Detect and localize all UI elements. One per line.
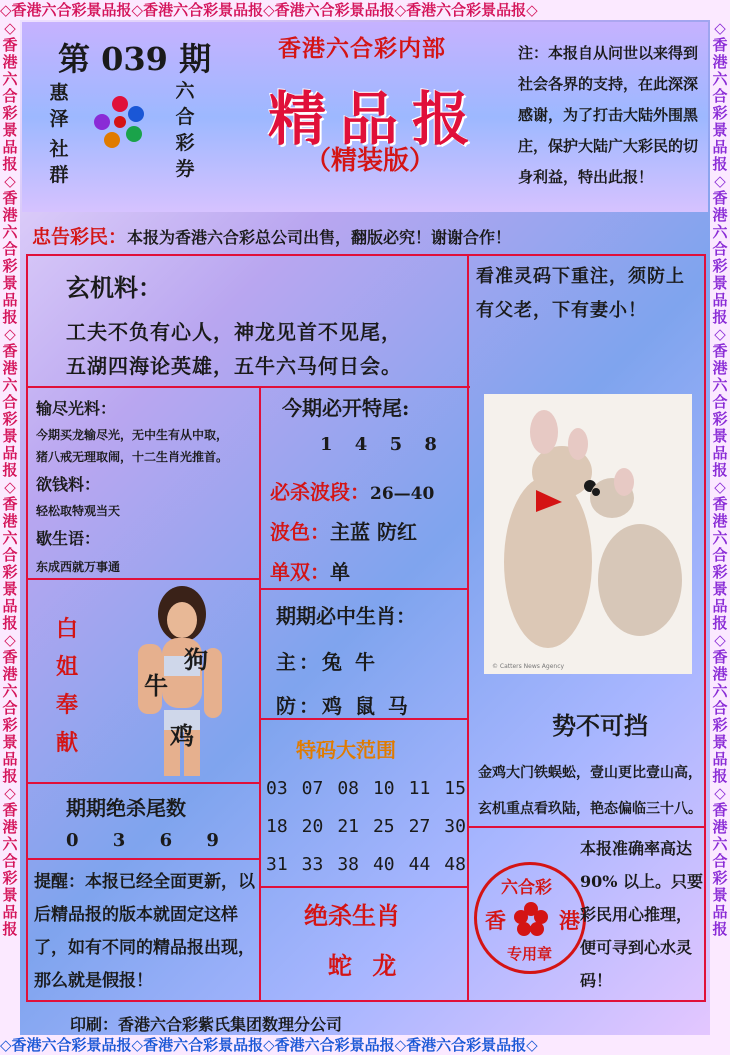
photo-caption: © Catters News Agency <box>492 663 565 670</box>
stamp-right: 港 <box>559 908 580 933</box>
range-number: 10 <box>372 778 395 799</box>
momentum-line-1: 金鸡大门铁蜈蚣，壹山更比壹山高， <box>478 765 702 781</box>
tail-numbers: 1 4 5 8 <box>320 434 445 455</box>
bauhinia-icon <box>513 901 549 937</box>
divider <box>26 578 260 580</box>
zodiac-main: 主：兔 牛 <box>276 650 378 674</box>
mice-photo-image <box>484 394 692 674</box>
kill-wave-value: 26—40 <box>370 484 435 504</box>
page-title: 精品报 <box>268 85 485 153</box>
range-number: 20 <box>301 816 324 837</box>
tail-kill-title: 期期绝杀尾数 <box>66 796 186 820</box>
border-bottom-text: ◇香港六合彩景品报◇香港六合彩景品报◇香港六合彩景品报◇香港六合彩景品报◇ <box>0 1036 538 1054</box>
range-number: 31 <box>266 854 288 875</box>
tail-title: 今期必开特尾: <box>282 396 410 420</box>
range-number: 27 <box>408 816 431 837</box>
right-tip-line-2: 有父老，下有妻小！ <box>476 300 647 321</box>
girl-label-char: 奉 <box>56 692 79 718</box>
range-number: 38 <box>337 854 359 875</box>
printer-line: 印刷：香港六合彩紫氏集团数理分公司 <box>70 1015 343 1034</box>
kill-zodiac-value: 蛇 龙 <box>328 951 403 980</box>
divider <box>26 386 470 388</box>
momentum-title: 势不可挡 <box>552 711 648 740</box>
vert-char: 六 <box>175 80 195 102</box>
range-number: 15 <box>444 778 466 799</box>
lose-all-heading: 输尽光料： <box>36 399 117 418</box>
reminder-text: 提醒：本报已经全面更新，以后精品报的版本就固定这样了，如有不同的精品报出现，那么就是假报！ <box>34 872 255 991</box>
official-stamp <box>474 862 586 974</box>
rest-saying-text: 东成西就万事通 <box>36 560 121 574</box>
header-left-vertical-a <box>48 80 70 132</box>
header-right-vertical <box>174 78 196 182</box>
stamp-top: 六合彩 <box>501 878 552 898</box>
range-number: 07 <box>301 778 324 799</box>
vert-char: 群 <box>49 164 69 186</box>
vert-char: 券 <box>175 158 195 180</box>
stamp-bottom: 专用章 <box>507 945 553 963</box>
girl-label-char: 白 <box>56 616 79 642</box>
range-number: 48 <box>444 854 466 875</box>
odd-even-label: 单双： <box>270 560 330 584</box>
odd-even-row <box>270 556 350 585</box>
special-range-row <box>266 816 466 854</box>
color-row <box>270 516 417 545</box>
girl-label-char: 姐 <box>56 654 79 680</box>
odd-even-value: 单 <box>330 560 350 584</box>
zodiac-title: 期期必中生肖： <box>276 604 416 628</box>
special-range-title: 特码大范围 <box>296 738 396 762</box>
vert-char: 泽 <box>49 108 69 130</box>
range-number: 44 <box>408 854 431 875</box>
girl-overlay-3: 鸡 <box>170 721 194 750</box>
girl-overlay-1: 牛 <box>144 671 168 700</box>
warning-text: 本报为香港六合彩总公司出售，翻版必究！谢谢合作！ <box>127 228 512 247</box>
lose-all-text-2: 猪八戒无理取闹，十二生肖光推首。 <box>36 450 229 464</box>
tail-kill-numbers: 0 3 6 9 <box>66 830 233 851</box>
girl-label <box>56 610 78 762</box>
range-number: 21 <box>337 816 359 837</box>
rest-saying-heading: 歇生语： <box>36 529 101 548</box>
range-number: 08 <box>337 778 359 799</box>
stamp-left: 香 <box>485 908 506 933</box>
special-range-row <box>266 778 466 816</box>
range-number: 33 <box>301 854 324 875</box>
special-range-row <box>266 854 466 892</box>
divider <box>468 826 706 828</box>
header-subtitle: 香港六合彩内部 <box>278 35 446 62</box>
border-bottom <box>0 1035 730 1055</box>
vert-char: 社 <box>49 138 69 160</box>
border-right: ◇香港六合彩景品报◇香港六合彩景品报◇香港六合彩景品报◇香港六合彩景品报◇香港六合彩景品报◇香港六合彩景品报 <box>710 20 730 1035</box>
divider <box>467 386 469 1002</box>
range-number: 11 <box>408 778 431 799</box>
accuracy-text: 本报准确率高达 90% 以上。只要彩民用心推理，便可寻到心水灵码！ <box>580 839 704 990</box>
range-number: 18 <box>266 816 288 837</box>
momentum-line-2: 玄机重点看玖陆，艳态偏临三十八。 <box>478 801 702 817</box>
special-range-grid <box>266 778 466 892</box>
border-left: ◇香港六合彩景品报◇香港六合彩景品报◇香港六合彩景品报◇香港六合彩景品报◇香港六合彩景品报◇香港六合彩景品报 <box>0 20 20 1035</box>
xuanji-line-1: 工夫不负有心人，神龙见首不见尾， <box>66 320 402 344</box>
want-money-text: 轻松取特观当天 <box>36 504 121 518</box>
kill-wave-label: 必杀波段： <box>270 480 370 504</box>
issue-number: 第 039 期 <box>58 40 212 78</box>
right-tip-line-1: 看准灵码下重注，须防上 <box>476 266 685 287</box>
lose-all-text-1: 今期买龙输尽光，无中生有从中取， <box>36 428 229 442</box>
range-number: 25 <box>372 816 395 837</box>
warning-line <box>32 222 511 249</box>
girl-label-char: 献 <box>56 730 79 756</box>
kill-zodiac-title: 绝杀生肖 <box>304 901 400 930</box>
vert-char: 惠 <box>49 82 69 104</box>
divider <box>260 588 468 590</box>
divider <box>26 858 260 860</box>
girl-overlay-2: 狗 <box>184 645 208 674</box>
vert-char: 合 <box>175 106 195 128</box>
header-notice: 注：本报自从问世以来得到社会各界的支持，在此深深感谢，为了打击大陆外围黑庄，保护大陆广大彩民的切身利益，特出此报！ <box>518 44 699 186</box>
header-left-vertical-b <box>48 136 70 188</box>
color-label: 波色： <box>270 520 330 544</box>
edition-label: （精装版） <box>305 146 436 176</box>
divider <box>26 782 260 784</box>
vert-char: 彩 <box>175 132 195 154</box>
range-number: 40 <box>372 854 395 875</box>
color-value: 主蓝 防红 <box>330 520 417 544</box>
zodiac-guard: 防：鸡 鼠 马 <box>276 694 411 718</box>
range-number: 30 <box>444 816 466 837</box>
divider <box>467 254 469 388</box>
lottery-logo-icon <box>90 92 150 152</box>
warning-label: 忠告彩民： <box>32 226 128 248</box>
want-money-heading: 欲钱料： <box>36 475 101 494</box>
range-number: 03 <box>266 778 288 799</box>
xuanji-line-2: 五湖四海论英雄，五牛六马何日会。 <box>66 354 402 378</box>
border-top-text: ◇香港六合彩景品报◇香港六合彩景品报◇香港六合彩景品报◇香港六合彩景品报◇ <box>0 1 538 19</box>
xuanji-title: 玄机料： <box>66 273 162 302</box>
kill-wave-row <box>270 476 434 505</box>
border-top <box>0 0 730 20</box>
